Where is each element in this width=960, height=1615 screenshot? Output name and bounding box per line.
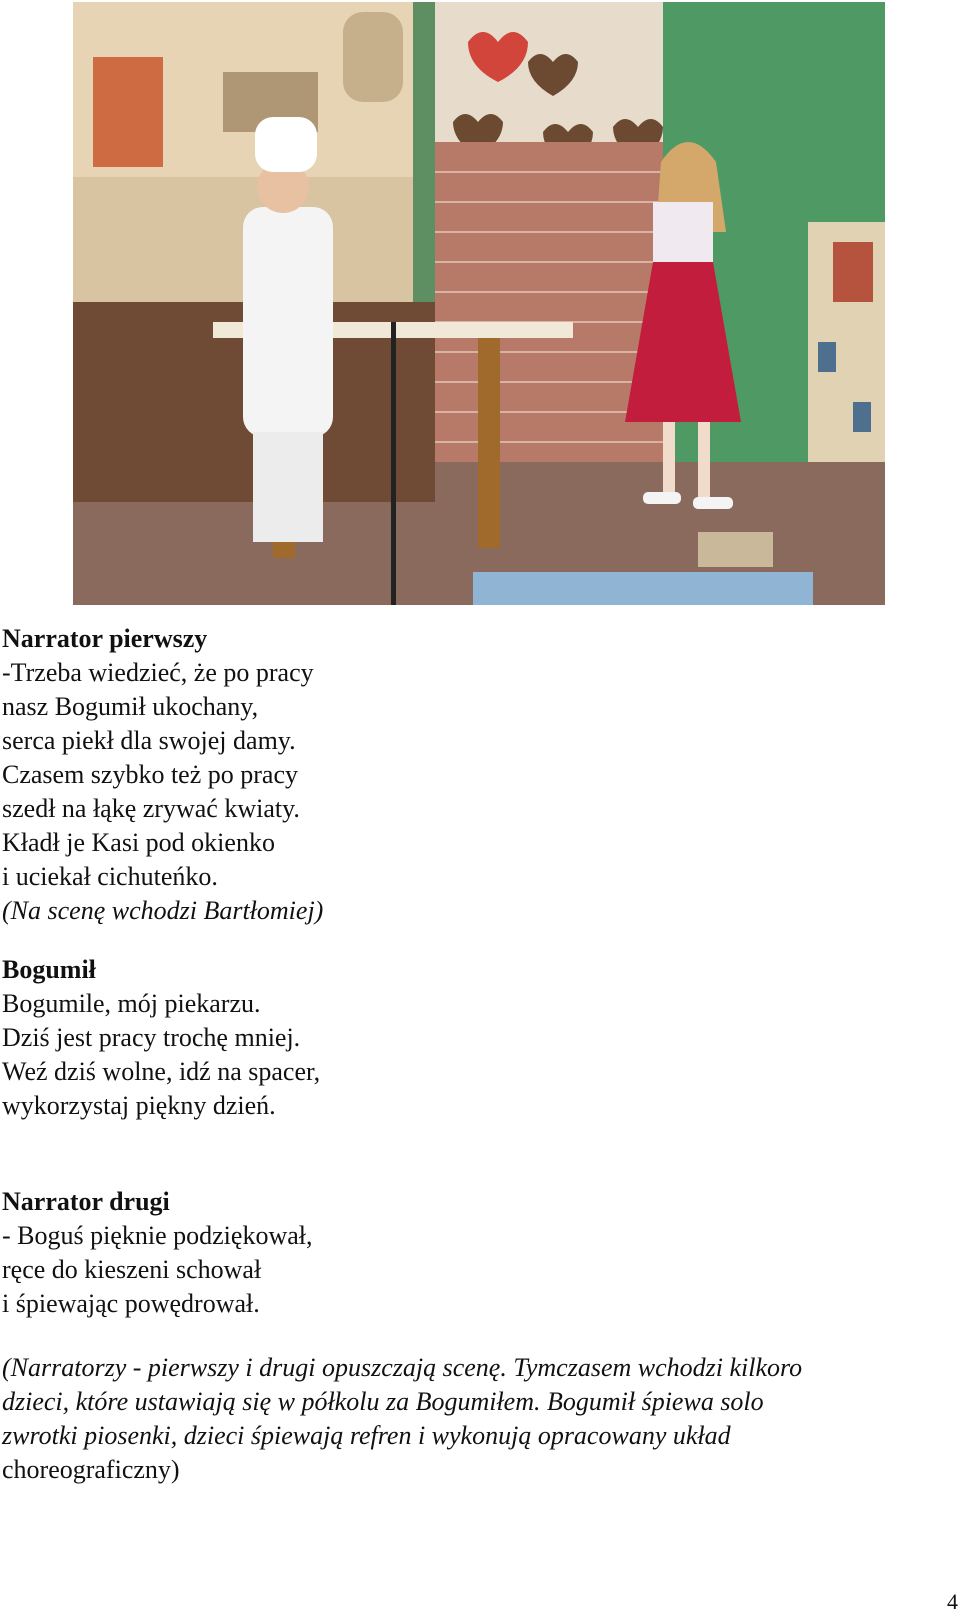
direction-line: zwrotki piosenki, dzieci śpiewają refren i wykonują opracowany układ — [2, 1421, 731, 1450]
verse-line: ręce do kieszeni schował — [2, 1255, 262, 1284]
narrator-second-section — [2, 1185, 942, 1321]
verse-line: serca piekł dla swojej damy. — [2, 726, 296, 755]
stage-direction: (Na scenę wchodzi Bartłomiej) — [2, 896, 324, 925]
verse-line: i uciekał cichuteńko. — [2, 862, 218, 891]
direction-line: choreograficzny) — [2, 1455, 180, 1484]
verse-line: Dziś jest pracy trochę mniej. — [2, 1023, 301, 1052]
bogumil-section — [2, 953, 942, 1123]
direction-line: dzieci, które ustawiają się w półkolu za Bogumiłem. Bogumił śpiewa solo — [2, 1387, 764, 1416]
verse-line: Czasem szybko też po pracy — [2, 760, 299, 789]
verse-line: nasz Bogumił ukochany, — [2, 692, 259, 721]
verse-line: Weź dziś wolne, idź na spacer, — [2, 1057, 321, 1086]
verse-line: Kładł je Kasi pod okienko — [2, 828, 275, 857]
verse-line: wykorzystaj piękny dzień. — [2, 1091, 276, 1120]
page-number: 4 — [947, 1589, 958, 1614]
speaker-heading: Bogumił — [2, 955, 96, 984]
direction-line: (Narratorzy - pierwszy i drugi opuszczają scenę. Tymczasem wchodzi kilkoro — [2, 1353, 803, 1382]
verse-line: szedł na łąkę zrywać kwiaty. — [2, 794, 300, 823]
narrator-first-section — [2, 622, 942, 928]
speaker-heading: Narrator pierwszy — [2, 624, 208, 653]
verse-line: Bogumile, mój piekarzu. — [2, 989, 261, 1018]
verse-line: i śpiewając powędrował. — [2, 1289, 260, 1318]
stage-photo — [73, 2, 885, 605]
verse-line: - Boguś pięknie podziękował, — [2, 1221, 313, 1250]
closing-stage-direction — [2, 1351, 942, 1487]
verse-line: -Trzeba wiedzieć, że po pracy — [2, 658, 314, 687]
speaker-heading: Narrator drugi — [2, 1187, 170, 1216]
